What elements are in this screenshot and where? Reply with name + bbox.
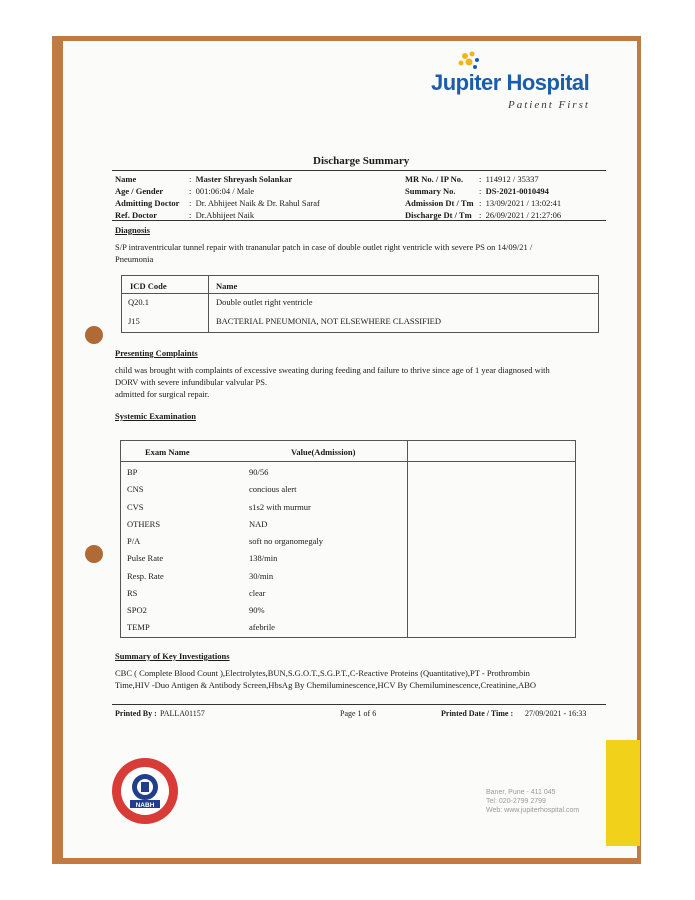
discharge-datetime: 26/09/2021 / 21:27:06 [485,210,562,220]
logo-sunburst-icon [455,50,485,72]
exam-row-name: BP [127,467,138,477]
info-label: Discharge Dt / Tm [405,210,472,220]
document-title: Discharge Summary [313,155,410,167]
exam-row-name: CNS [127,484,144,494]
diagnosis-text-line1: S/P intraventricular tunnel repair with trananular patch in case of double outlet right ventricle with severe PS on 14/09/21 / [115,242,533,252]
footer-rule [112,704,606,705]
patient-info-right: MR No. / IP No. : 114912 / 35337 Summary No. : DS-2021-0010494 Admission Dt / Tm : 13/09/2021 / 13:02:41 Discharge Dt / Tm : 26/09/2021 / 21:27:06 [405,174,562,220]
icd-table [121,275,599,333]
exam-row-value: 90% [249,605,265,615]
icd-name-cell: BACTERIAL PNEUMONIA, NOT ELSEWHERE CLASSIFIED [216,316,442,326]
diagnosis-text-line2: Pneumonia [115,254,154,264]
printed-by-label: Printed By : [115,709,157,718]
admission-datetime: 13/09/2021 / 13:02:41 [485,198,562,208]
exam-row-name: OTHERS [127,519,161,529]
address-phone: Tel: 020-2799 2799 [486,798,546,805]
hospital-tagline: Patient First [508,99,590,111]
exam-row-name: P/A [127,536,141,546]
exam-row-value: 90/56 [249,467,269,477]
patient-age-gender: 001:06:04 / Male [195,186,255,196]
exam-row-name: TEMP [127,622,150,632]
exam-row-name: Resp. Rate [127,571,164,581]
nabh-seal-icon [110,756,180,826]
printed-datetime-value: 27/09/2021 - 16:33 [525,709,587,718]
exam-row-value: afebrile [249,622,275,632]
diagnosis-heading: Diagnosis [115,225,150,235]
icd-code-cell: Q20.1 [128,297,150,307]
exam-row-name: CVS [127,502,144,512]
exam-row-value: soft no organomegaly [249,536,323,546]
address-line: Baner, Pune - 411 045 [486,789,556,796]
exam-row-value: s1s2 with murmur [249,502,311,512]
seal-text: NABH [135,802,155,809]
summary-number: DS-2021-0010494 [485,186,549,196]
info-label: Admission Dt / Tm [405,198,474,208]
exam-row-name: Pulse Rate [127,553,164,563]
icd-header-code: ICD Code [130,281,167,291]
hospital-logo-name: Jupiter Hospital [431,70,590,95]
complaints-line: child was brought with complaints of excessive sweating during feeding and failure to thrive since age of 1 year diagnosed with [115,365,550,375]
exam-header-name: Exam Name [145,447,190,457]
printed-datetime-label: Printed Date / Time : [441,709,514,718]
punch-hole-bottom [85,545,103,563]
exam-row-name: SPO2 [127,605,147,615]
address-web: Web: www.jupiterhospital.com [486,807,580,814]
exam-heading: Systemic Examination [115,411,196,421]
investigations-line1: CBC ( Complete Blood Count ),Electrolytes,BUN,S.G.O.T.,S.G.P.T.,C-Reactive Proteins (Quantitative),PT - Prothrombin [115,668,530,678]
admitting-doctor: Dr. Abhijeet Naik & Dr. Rahul Saraf [195,198,320,208]
investigations-line2: Time,HIV -Duo Antigen & Antibody Screen,HbsAg By Chemiluminescence,HCV By Chemiluminescence,Creatinine,ABO [115,680,537,690]
exam-row-value: clear [249,588,266,598]
ref-doctor: Dr.Abhijeet Naik [195,210,255,220]
punch-hole-top [85,326,103,344]
complaints-heading: Presenting Complaints [115,348,198,358]
icd-code-cell: J15 [128,316,140,326]
header-rule [112,170,606,171]
info-label: MR No. / IP No. [405,174,464,184]
info-rule [112,220,606,221]
exam-row-value: concious alert [249,484,297,494]
info-label: Summary No. [405,186,456,196]
exam-header-value: Value(Admission) [291,447,356,457]
info-label: Ref. Doctor [115,210,158,220]
complaints-line: admitted for surgical repair. [115,389,210,399]
complaints-line: DORV with severe infundibular valvular PS. [115,377,268,387]
patient-name: Master Shreyash Solankar [195,174,293,184]
icd-header-name: Name [216,281,238,291]
yellow-tab [606,740,640,846]
info-label: Admitting Doctor [115,198,180,208]
exam-row-name: RS [127,588,138,598]
patient-info-left: Name : Master Shreyash Solankar Age / Gender : 001:06:04 / Male Admitting Doctor : Dr. Abhijeet Naik & Dr. Rahul Saraf Ref. Doctor : Dr.Abhijeet Naik [115,174,320,220]
exam-row-value: 138/min [249,553,278,563]
exam-row-value: NAD [249,519,268,529]
info-label: Age / Gender [115,186,164,196]
exam-row-value: 30/min [249,571,274,581]
info-label: Name [115,174,137,184]
investigations-heading: Summary of Key Investigations [115,651,230,661]
mr-ip-number: 114912 / 35337 [485,174,539,184]
exam-table [120,440,576,638]
printed-by-value: PALLA01157 [160,709,205,718]
page-number: Page 1 of 6 [340,709,377,718]
icd-name-cell: Double outlet right ventricle [216,297,313,307]
